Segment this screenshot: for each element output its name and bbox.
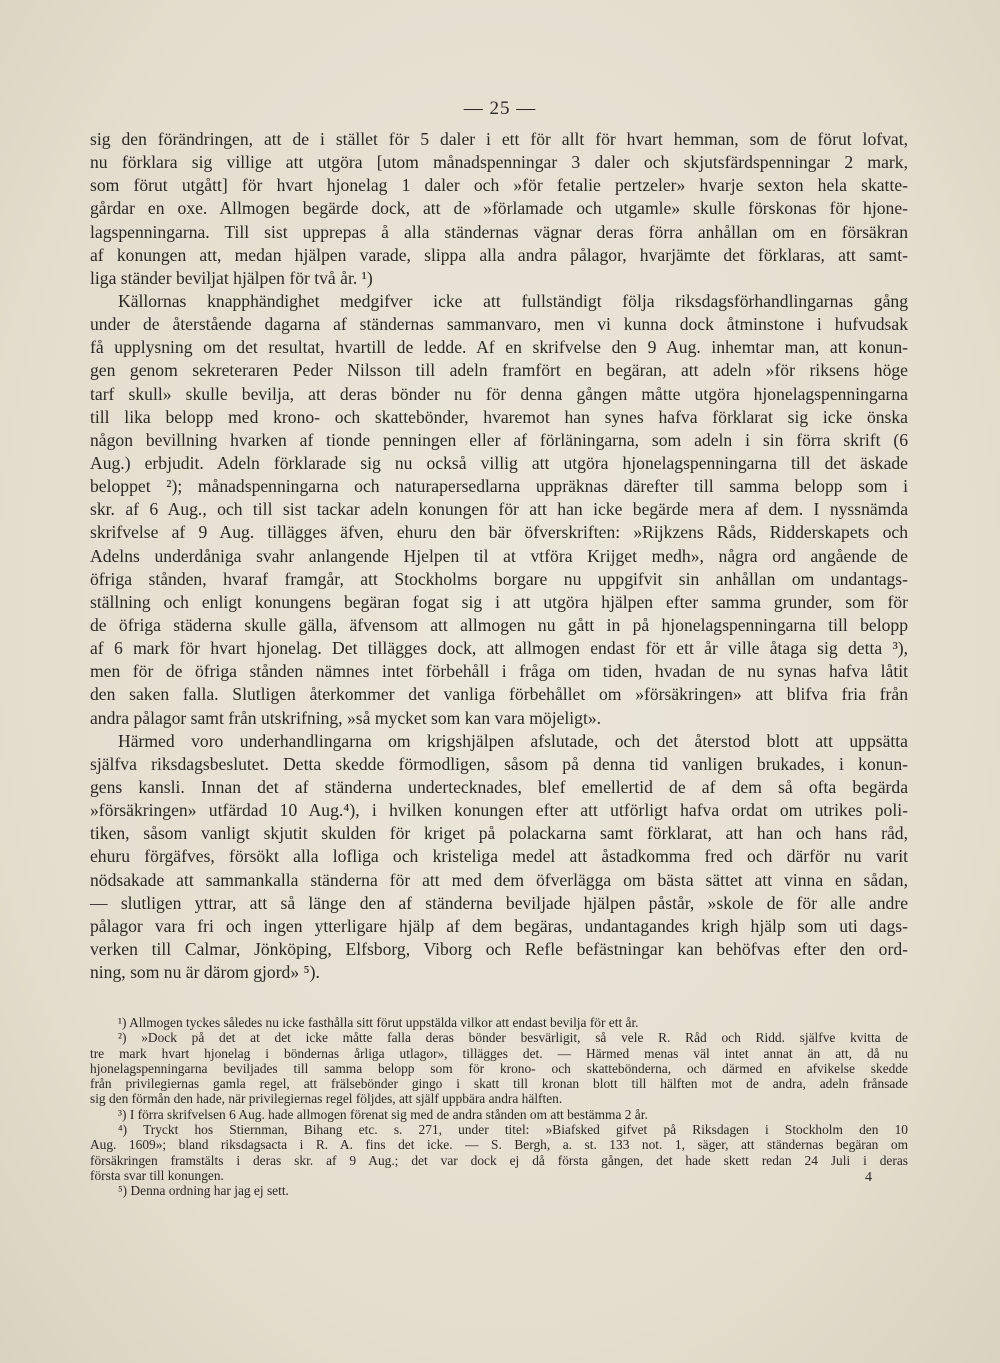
text-line: Aug.) erbjudit. Adeln förklarade sig nu också villig att utgöra hjonelagspenningarna till det äskade [90, 452, 908, 473]
text-line: beloppet ²); månadspenningarna och naturapersedlarna uppräknas därefter till samma belopp som i [90, 476, 908, 497]
text-line: men för de öfriga stånden nämnes intet förbehåll i fråga om tiden, hvadan de nu synas hafva låtit [90, 661, 908, 682]
text-line: ning, som nu är därom gjord» ⁵). [90, 962, 320, 983]
text-line: Härmed voro underhandlingarna om krigshjälpen afslutade, och det återstod blott att uppsätta [118, 730, 908, 751]
text-line: nu förklara sig villige att utgöra [utom månadspenningar 3 daler och skjutsfärdspenningar 2 mark, [90, 152, 908, 173]
text-line: ställning och enligt konungens begäran fogat sig i att utgöra hjälpen efter samma grunder, som för [90, 591, 908, 612]
text-line: få upplysning om det resultat, hvartill de ledde. Af en skrifvelse den 9 Aug. inhemtar man, att konun- [90, 337, 908, 358]
text-line: andra pålagor samt från utskrifning, »så mycket som kan vara möjeligt». [90, 707, 602, 728]
text-line: liga ständer beviljat hjälpen för två år. ¹) [90, 267, 373, 288]
footnote-line: försäkringen framstälts i deras skr. af 9 Aug.; det var dock ej då första gången, det hade skett redan 24 Juli i deras [90, 1152, 908, 1168]
footnote-line: ⁵) Denna ordning har jag ej sett. [118, 1183, 289, 1199]
text-line: tiken, såsom vanligt skjutit skulden för kriget på polackarna samt förklarat, att han och hans råd, [90, 823, 908, 844]
text-line: Källornas knapphändighet medgifver icke att fullständigt följa riksdagsförhandlingarnas gång [118, 290, 908, 311]
text-line: sig den förändringen, att de i stället för 5 daler i ett för allt för hvart hemman, som de förut lofvat, [90, 129, 908, 149]
body-text [90, 128, 908, 984]
text-line: själfva riksdagsbeslutet. Detta skedde förmodligen, såsom på denna tid vanligen brukades, i konun- [90, 753, 908, 774]
text-line: som förut utgått] för hvart hjonelag 1 daler och »för fetalie pertzeler» hvarje sexton hela skatte- [90, 175, 908, 196]
text-line: tarf skull» skulle bevilja, att deras bönder nu för denna gången måtte utgöra hjonelagspenningarna [90, 383, 908, 404]
footnotes [90, 1015, 908, 1199]
footnote-line: ²) »Dock på det at det icke måtte falla deras bönder besvärligit, så vele R. Råd och Ridd. själfve kvitta de [118, 1030, 908, 1046]
footnote-line: sig den förmån den hade, när privilegiernas regel följdes, att själf uppbära andra hälften. [90, 1091, 563, 1107]
text-line: af konungen att, medan hjälpen varade, slippa alla andra pålagor, hvarjämte det förklaras, att samt- [90, 244, 908, 265]
footnote-line: första svar till konungen. [90, 1167, 224, 1183]
text-line: den saken falla. Slutligen återkommer det vanliga förbehållet om »försäkringen» att blifva fria från [90, 684, 908, 705]
text-line: Adelns underdåniga svahr anlangende Hjelpen til at vtföra Krijget medh», några ord angående de [90, 545, 908, 566]
text-line: någon bevillning hvarken af tionde penningen eller af förläningarna, som adeln i sin förra skrift (6 [90, 429, 908, 450]
text-line: nödsakade att sammankalla ständerna för att med dem öfverlägga om bästa sättet att vinna en sådan, [90, 869, 908, 890]
text-line: gen genom sekreteraren Peder Nilsson till adeln framfört en begäran, att adeln »för riksens höge [90, 360, 908, 381]
text-line: öfriga stånden, hvaraf framgår, att Stockholms borgare nu uppgifvit sin anhållan om undantags- [90, 568, 908, 589]
text-line: af 6 mark för hvart hjonelag. Det tillägges dock, att allmogen endast för ett år ville åtaga sig detta ³), [90, 638, 908, 659]
footnote-line: ⁴) Tryckt hos Stiernman, Bihang etc. s. 271, under titel: »Biafsked gifvet på Riksdagen i Stockholm den 10 [118, 1122, 908, 1138]
text-line: under de återstående dagarna af ständernas sammanvaro, men vi kunna dock åtminstone i hufvudsak [90, 314, 908, 335]
text-line: lagspenningarna. Till sist upprepas å alla ständernas vägnar deras förra anhållan om en försäkran [90, 221, 908, 242]
footnote-line: tre mark hvart hjonelag i böndernas årliga utlagor», tillägges det. — Härmed menas väl intet annat än att, då nu [90, 1045, 908, 1061]
text-line: de öfriga städerna skulle gälla, äfvensom att allmogen nu gått in på hjonelagspenningarna till belopp [90, 614, 908, 635]
footnote-line: hjonelagspenningarna beviljades till samma belopp som för krono- och skattebönderna, och därmed en afvikelse skedde [90, 1060, 908, 1076]
footnote-line: ¹) Allmogen tyckes således nu icke fasthålla sitt förut uppstälda vilkor att endast bevilja för ett år. [118, 1015, 639, 1030]
text-line: gårdar en oxe. Allmogen begärde dock, att de »förlamade och utgamle» skulle förskonas för hjone- [90, 198, 908, 219]
footnote-line: Aug. 1609»; bland riksdagsacta i R. A. fins det icke. — S. Bergh, a. st. 133 not. 1, säger, att ständernas begäran om [90, 1137, 908, 1153]
text-line: skrifvelse af 9 Aug. tillägges äfven, ehuru den bär öfverskriften: »Rijkzens Råds, Ridderskapets och [90, 522, 908, 543]
text-line: pålagor vara fri och ingen ytterligare hjälp af dem begäras, undantagandes krigh hjälp som uti dags- [90, 915, 908, 936]
text-line: »försäkringen» utfärdad 10 Aug.⁴), i hvilken konungen efter att utförligt hafva ordat om utrikes poli- [90, 800, 908, 821]
text-line: ehuru förgäfves, försökt alla lofliga och kristeliga medel att åstadkomma fred och därför nu varit [90, 846, 908, 867]
text-line: — slutligen yttrar, att så länge den af ständerna beviljade hjälpen påstår, »skole de för alle andre [90, 892, 908, 913]
text-line: till lika belopp med krono- och skattebönder, hvaremot han synes hafva förklarat sig icke önska [90, 406, 908, 427]
text-line: skr. af 6 Aug., och till sist tackar adeln konungen för att han icke begärde mera af dem. I nyssnämda [90, 499, 908, 520]
text-line: verken till Calmar, Jönköping, Elfsborg, Viborg och Refle befästningar kan behöfvas efter den ord- [90, 938, 908, 959]
footnote-line: från privilegiernas gamla regel, att frälsebönder gingo i skatt till kronan blott till hälften mot de andra, adeln frånsade [90, 1076, 908, 1092]
page-number: — 25 — [463, 98, 537, 119]
text-line: gens kansli. Innan det af ständerna undertecknades, blef emellertid de af dem så ofta begärda [90, 776, 908, 797]
footnote-line: ³) I förra skrifvelsen 6 Aug. hade allmogen förenat sig med de andra stånden om att bestämma 2 år. [118, 1106, 648, 1122]
signature-mark: 4 [865, 1170, 872, 1185]
